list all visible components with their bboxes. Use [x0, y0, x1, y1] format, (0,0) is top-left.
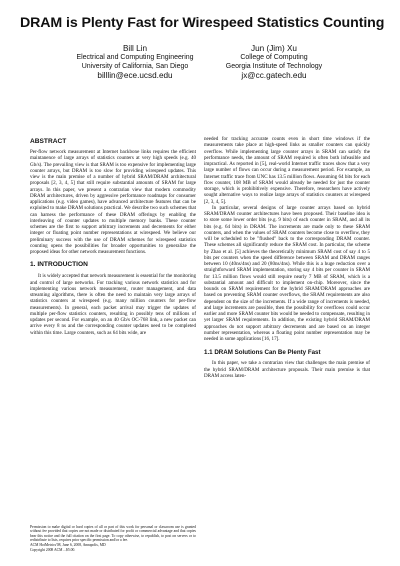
introduction-paragraph: It is widely accepted that network measurement is essential for the monitoring and control of large networks. For tracking various network statistics and for implementing various network measurement, router management, and data streaming algorithms, there is often the need to maintain very large arrays of statistics counters at wirespeed (e.g. many million counters for per-flow measurements). In general, each packet arrival may trigger the updates of multiple per-flow statistics counters, resulting in possibly tens of millions of updates per second. For example, on an 40 Gb/s OC-768 link, a new packet can arrive every 8 ns and the corresponding counter updates need to be completed within this time. Large counters, such as 64 bits wide, are [30, 273, 196, 336]
author-name: Jun (Jim) Xu [251, 44, 297, 53]
abstract-text: Per-flow network measurement at Internet backbone links requires the efficient maintanence of large arrays of statistics counters at very high speeds (e.g. 40 Gb/s). The prevailing view is that SRAM is too expensive for implementing large counter arrays, but DRAM is too slow for providing wirespeed updates. This view is the main premise of a number of hybrid SRAM/DRAM architectural proposals [2, 3, 4, 5] that still require substantial amounts of SRAM for large arrays. In this paper, we present a contrarian view that modern commodity DRAM architectures, driven by aggressive performance roadmaps for consumer applications (e.g. video games), have advanced architecture features that can be exploited to make DRAM solutions practical. We describe two such schemes that can harness the performance of these DRAM offerings by enabling the interleaving of counter updates to multiple memory banks. These counter schemes are the first to support arbitrary increments and decrements for either integer or floating point number representations at wirespeed. We believe our preliminary success with the use of DRAM schemes for wirespeed statistics counting opens the possibilities for broader opportunities to generalize the proposed ideas for other network measurement functions. [30, 149, 196, 255]
paper-title: DRAM is Plenty Fast for Wirespeed Statistics Counting [20, 15, 385, 31]
author-name: Bill Lin [122, 44, 148, 53]
copyright-footnote [30, 525, 196, 552]
subsection-heading: 1.1 DRAM Solutions Can Be Plenty Fast [204, 349, 321, 357]
permission-notice: Permission to make digital or hard copies of all or part of this work for personal or classroom use is granted without fee provided that copies are not made or distributed for profit or commercial advantage and that copies bear this notice and the full citation on the first page. To copy otherwise, to republish, to post on servers or to redistribute to lists, requires prior specific permission and/or a fee. [30, 525, 196, 543]
author-block-2 [194, 44, 354, 81]
body-paragraph: needed for tracking accurate counts even in short time windows if the measurements take place at high-speed links as smaller counters can quickly overflow. While implementing large counter arrays in SRAM can satisfy the performance needs, the amount of SRAM required is often both infeasible and impractical. As reported in [5], real-world Internet traffic traces show that a very large number of flows can occur during a measurement period. For example, an Internet traffic trace from UNC has 13.5 million flows. Assuming 64 bits for each flow counter, 108 MB of SRAM would already be needed for just the counter storage, which is prohibitively expensive. Therefore, researchers have actively sought alternative ways to realize large arrays of statistics counters at wirespeed [2, 3, 4, 5]. [204, 136, 370, 205]
author-block-1 [55, 44, 215, 81]
author-affiliation-line1: College of Computing [240, 54, 308, 61]
body-paragraph: In particular, several designs of large counter arrays based on hybrid SRAM/DRAM counter architectures have been proposed. Their baseline idea is to store some lower order bits (e.g. 9 bits) of each counter in SRAM, and all its bits (e.g. 64 bits) in DRAM. The increments are made only to these SRAM counters, and when the values of SRAM counters become close to overflow, they will be scheduled to be "flushed" back to the corresponding DRAM counter. These schemes all significantly reduce the SRAM cost. In particular, the scheme by Zhao et al. [5] achieves the theoretically minimum SRAM cost of say 4 to 5 bits per counters when the speed difference between SRAM and DRAM ranges between 10 (40ns/4ns) and 20 (80ns/4ns). While this is a huge reduction over a straightforward SRAM implementation, storing say 4 bits per counter in SRAM for 13.5 million flows would still require nearly 7 MB of SRAM, which is a substantial amount and difficult to implement on-chip. Moreover, since the bounds on SRAM requirement for the hybrid SRAM/DRAM approaches are based on preventing SRAM counter overflows, the SRAM requirements are also dependent on the size of the increments. If a wide range of increments is needed, and large increments are possible, then the possibility for overflows could occur earlier and more SRAM counter bits would be needed to compensate, resulting in yet larger SRAM requirements. In addition, the existing hybrid SRAM/DRAM approaches do not support arbitrary decrements and are based on an integer number representation, whereas a floating point number representation may be needed in some applications [16, 17]. [204, 204, 370, 342]
venue-line: ACM HotMetrics'08, June 6, 2008, Annapolis, MD [30, 543, 106, 548]
subsection-paragraph: In this paper, we take a contrarian view that challenges the main premise of the hybrid SRAM/DRAM architecture proposals. Their main premise is that DRAM access laten- [204, 360, 370, 379]
right-column [204, 136, 370, 379]
introduction-heading: 1. INTRODUCTION [30, 261, 88, 269]
author-affiliation-line2: Georgia Institute of Technology [225, 62, 323, 70]
author-email: billlin@ece.ucsd.edu [97, 71, 173, 81]
author-affiliation-line2: University of California, San Diego [81, 62, 189, 70]
abstract-heading: ABSTRACT [30, 138, 67, 145]
copyright-line: Copyright 2008 ACM ...$5.00. [30, 547, 76, 552]
author-affiliation-line1: Electrical and Computing Engineering [76, 54, 194, 61]
author-email: jx@cc.gatech.edu [241, 71, 307, 81]
left-column [30, 138, 196, 336]
